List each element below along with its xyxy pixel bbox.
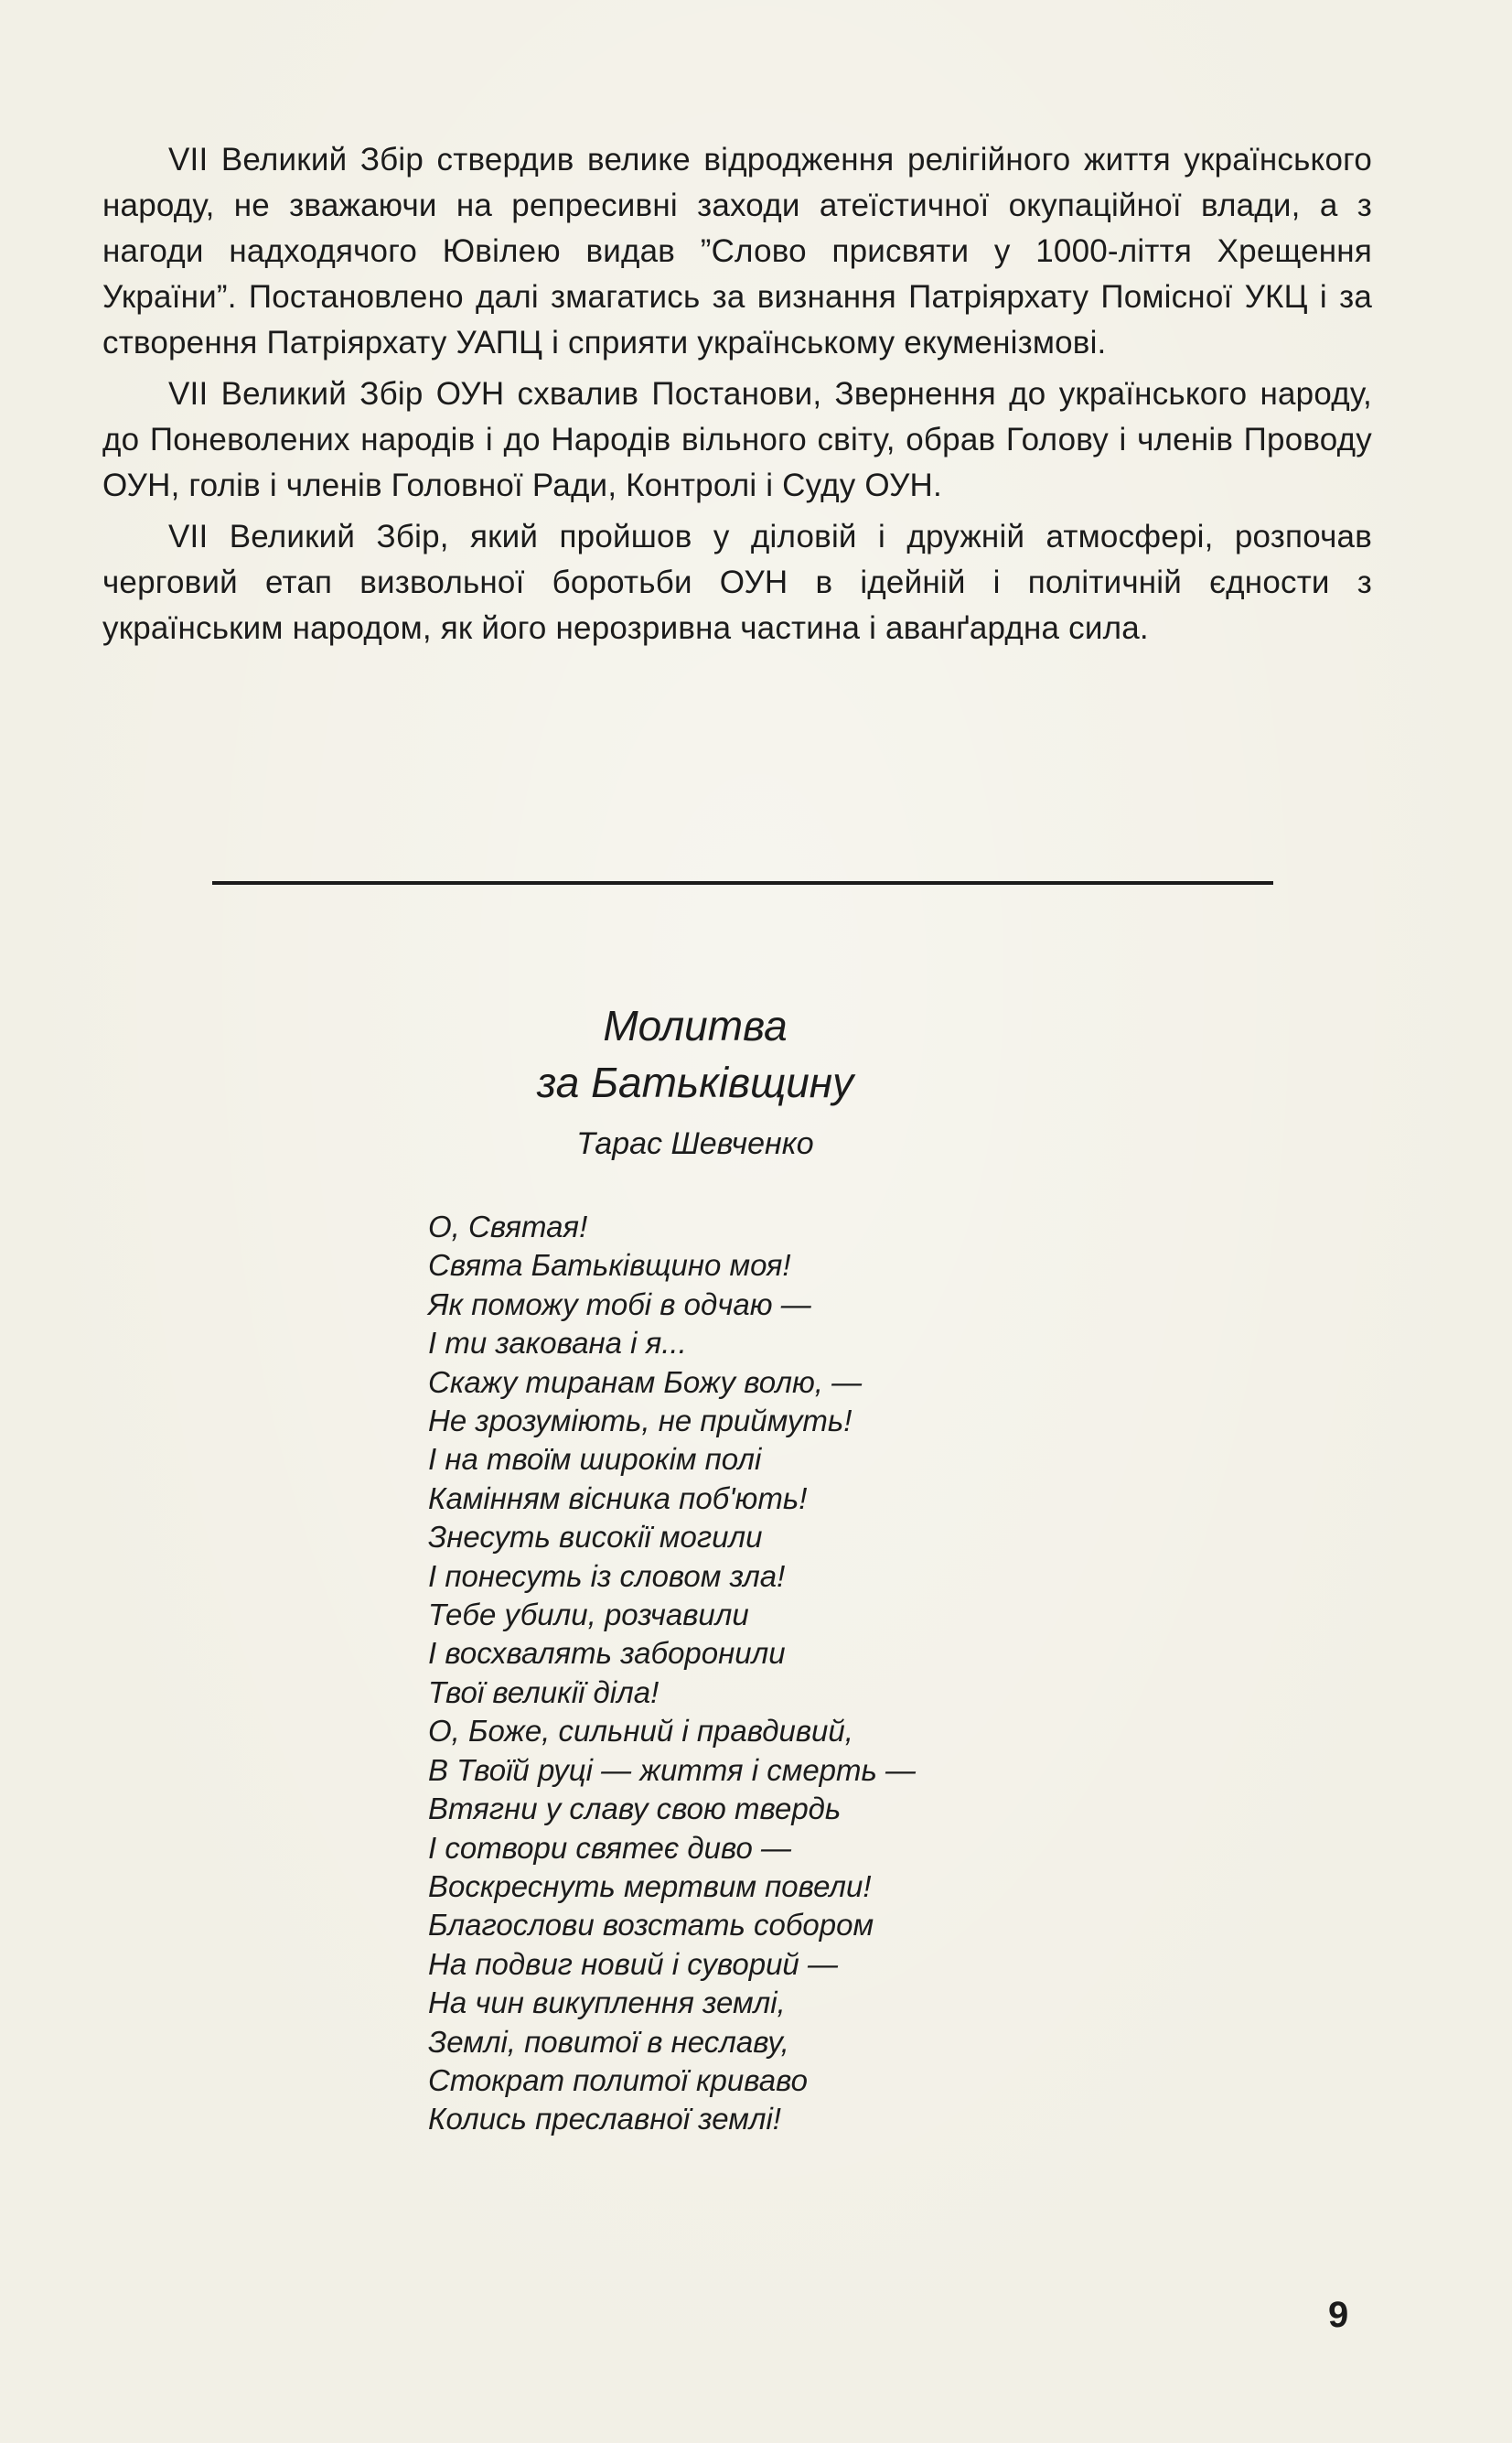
poem-line: Твої великії діла! bbox=[428, 1674, 659, 1709]
poem-line: І на твоїм широкім полі bbox=[428, 1442, 762, 1477]
paragraph-2: VII Великий Збір ОУН схвалив Постанови, Звернення до українського народу, до Поневолених народів і до Народів вільного світу, обрав Голову і членів Проводу ОУН, голів і членів Головної Ради, Контролі і Суду ОУН. bbox=[102, 376, 1372, 503]
poem-line: Землі, повитої в неславу, bbox=[428, 2024, 789, 2059]
poem-line: Як поможу тобі в одчаю — bbox=[428, 1286, 811, 1321]
poem-line: О, Святая! bbox=[428, 1210, 588, 1243]
poem-line: В Твоїй руці — життя і смерть — bbox=[428, 1752, 917, 1787]
paragraph-1: VII Великий Збір ствердив велике відродження релігійного життя українського народу, не зважаючи на репресивні заходи атеїстичної окупаційної влади, а з нагоди надходячого Ювілею видав ”Слово присвяти у 1000-ліття Хрещення України”. Постановлено далі змагатись за визнання Патріярхату Помісної УКЦ і за створення Патріярхату УАПЦ і сприяти українському екуменізмові. bbox=[102, 142, 1372, 361]
poem-line: Колись преславної землі! bbox=[428, 2102, 781, 2136]
poem-line: Не зрозуміють, не приймуть! bbox=[428, 1404, 853, 1438]
poem-author: Тарас Шевченко bbox=[576, 1126, 814, 1161]
poem-line: Стократ политої криваво bbox=[428, 2062, 808, 2097]
poem-title bbox=[366, 997, 1024, 1111]
poem-line: Воскреснуть мертвим повели! bbox=[428, 1868, 872, 1903]
body-text bbox=[102, 137, 1372, 657]
poem-title-line-2: за Батьківщину bbox=[536, 1059, 854, 1106]
poem-line: Благослови возстать собором bbox=[428, 1908, 874, 1943]
poem-line: І восхвалять заборонили bbox=[428, 1636, 786, 1671]
poem-line: Камінням вісника поб'ють! bbox=[428, 1480, 808, 1515]
poem-line: Свята Батьківщино моя! bbox=[428, 1248, 791, 1283]
poem-line: На подвиг новий і суворий — bbox=[428, 1946, 838, 1981]
poem-line: Скажу тиранам Божу волю, — bbox=[428, 1364, 863, 1399]
page-number: 9 bbox=[1328, 2295, 1349, 2335]
paragraph-3: VII Великий Збір, який пройшов у діловій і дружній атмосфері, розпочав черговий етап визвольної боротьби ОУН в ідейній і політичній єдности з українським народом, як його нерозривна частина і аванґардна сила. bbox=[102, 519, 1372, 646]
poem-line: О, Боже, сильний і правдивий, bbox=[428, 1714, 853, 1749]
poem-line: І сотвори святеє диво — bbox=[428, 1830, 792, 1865]
poem-line: На чин викуплення землі, bbox=[428, 1986, 786, 2020]
poem-title-line-1: Молитва bbox=[603, 1002, 788, 1049]
poem-body bbox=[428, 1208, 1251, 2139]
section-divider bbox=[212, 881, 1273, 885]
poem-line: Знесуть високії могили bbox=[428, 1520, 763, 1555]
poem-line: Втягни у славу свою твердь bbox=[428, 1792, 842, 1826]
poem-line: І понесуть із словом зла! bbox=[428, 1558, 786, 1593]
poem-line: Тебе убили, розчавили bbox=[428, 1598, 749, 1632]
poem-line: І ти закована і я... bbox=[428, 1326, 687, 1361]
